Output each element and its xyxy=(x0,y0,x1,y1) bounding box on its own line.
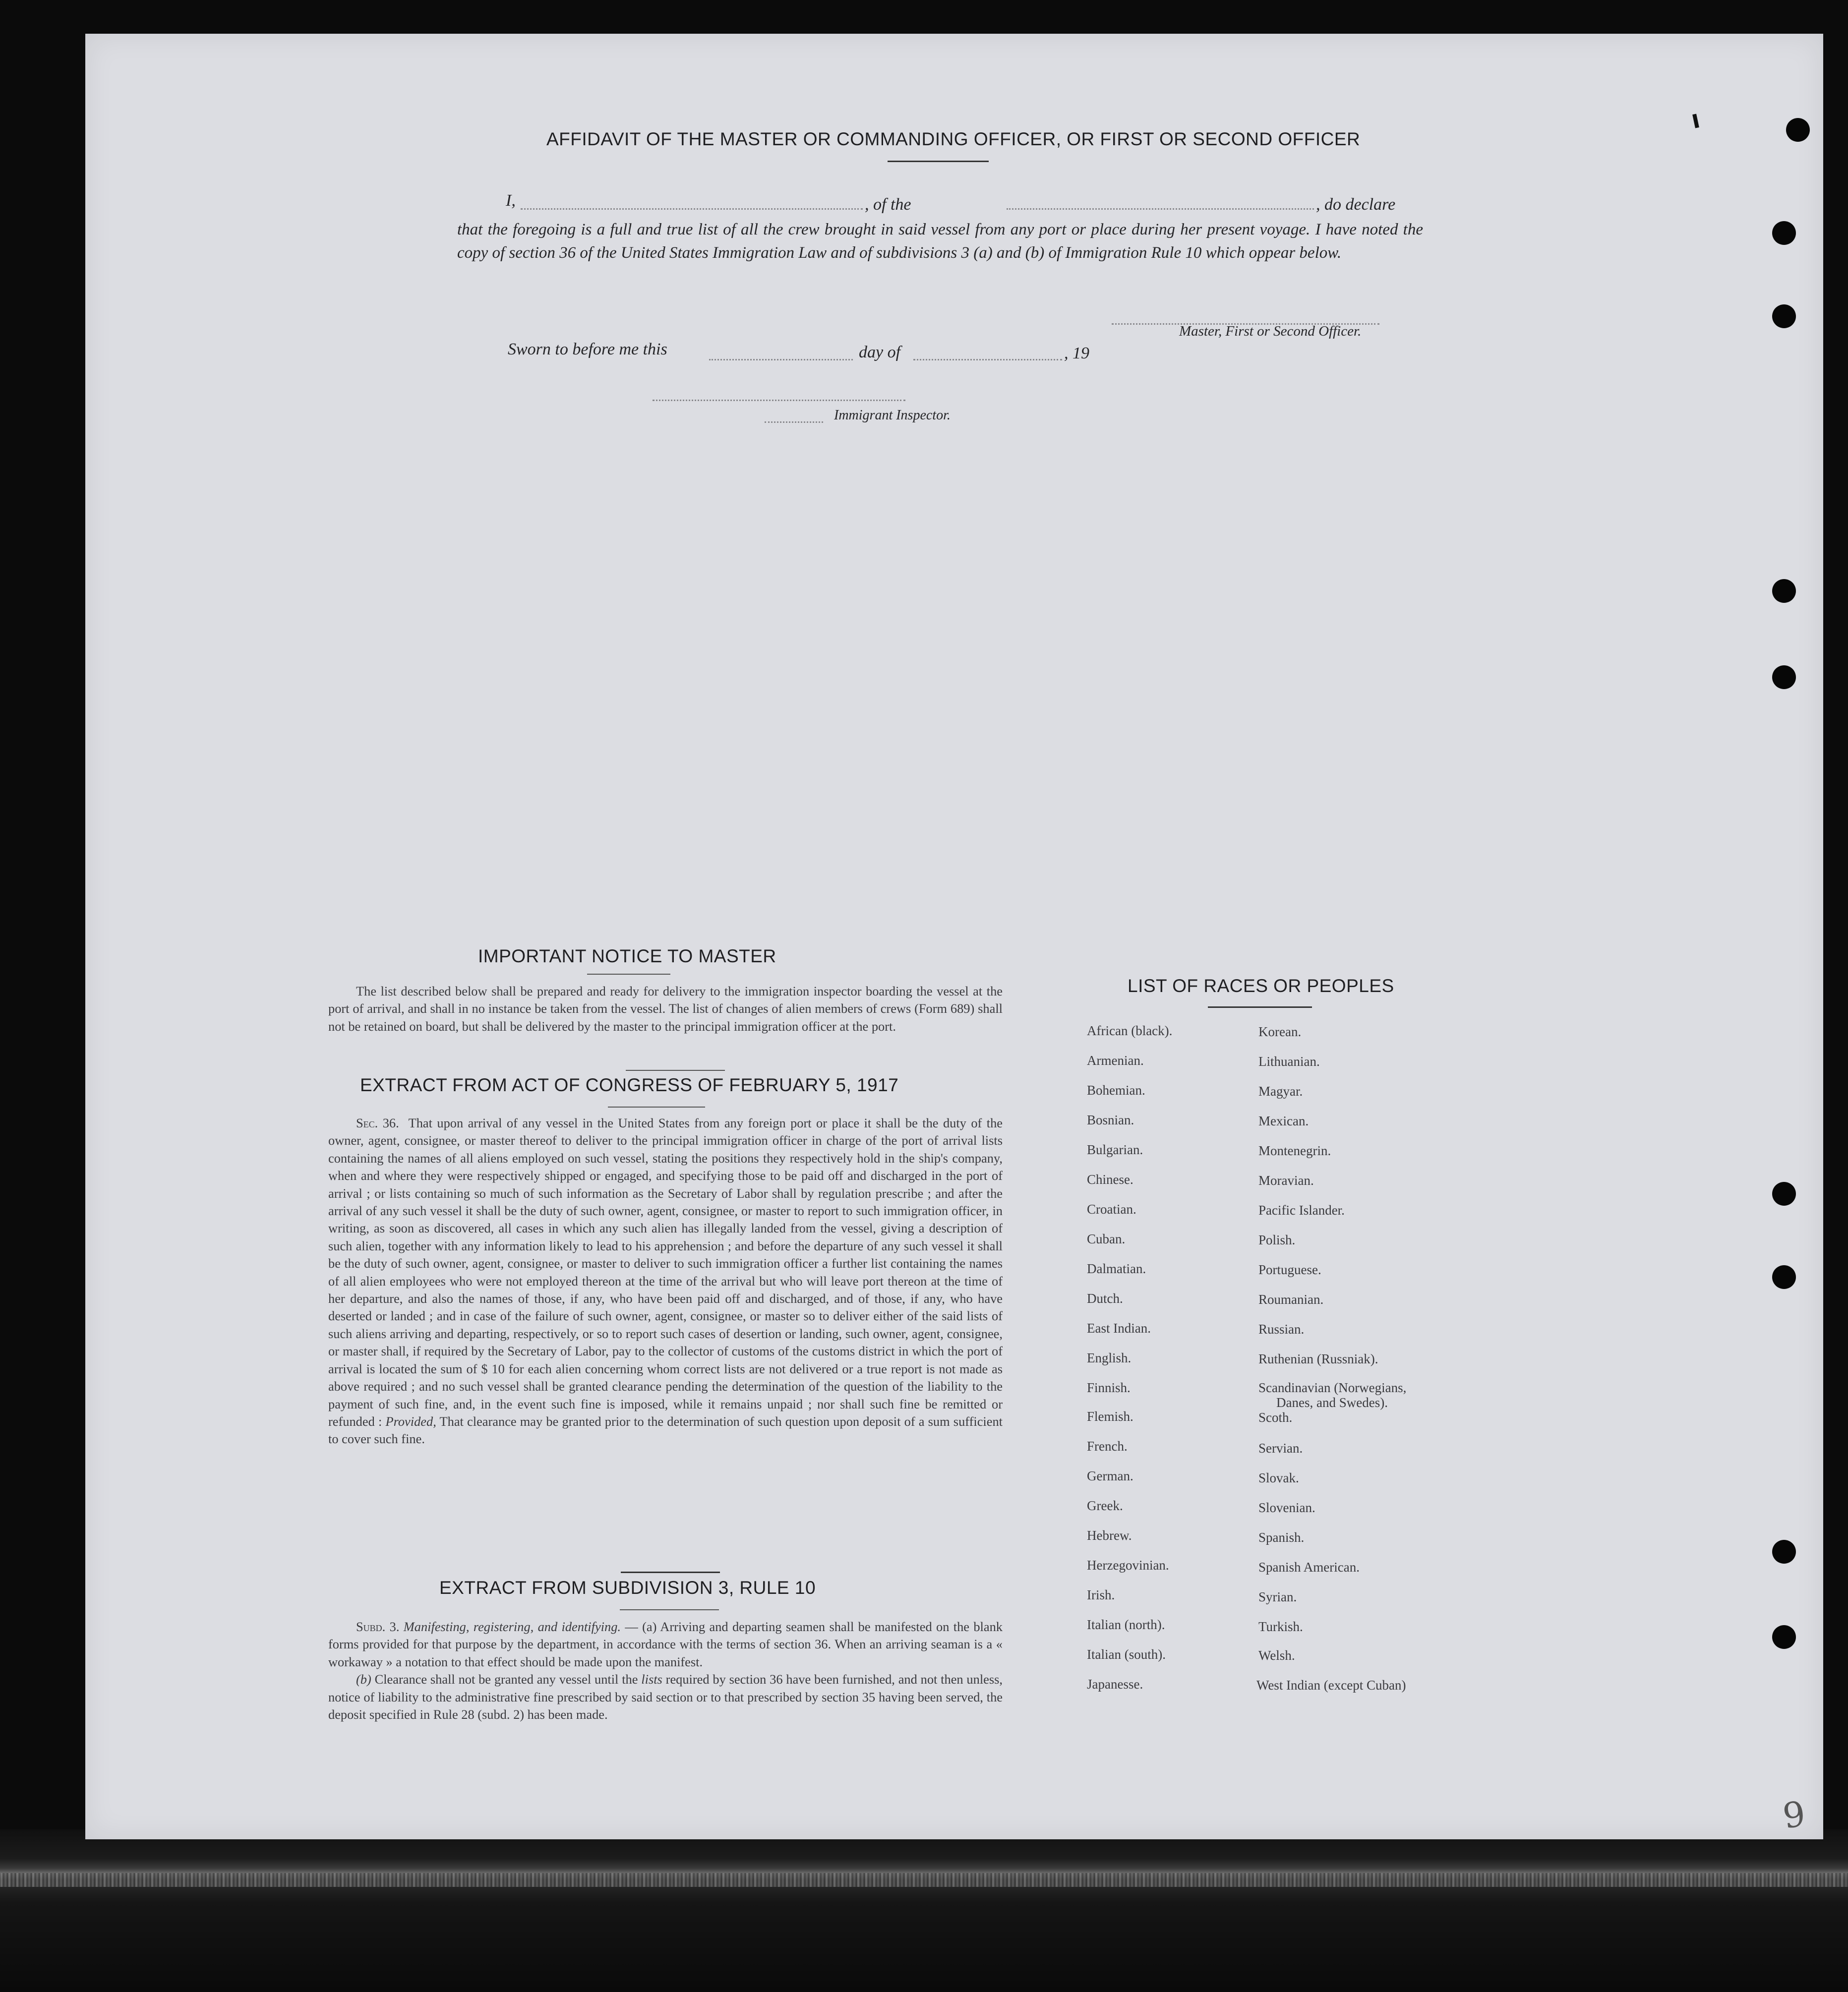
race-item: Chinese. xyxy=(1087,1172,1133,1187)
race-item: Moravian. xyxy=(1258,1173,1314,1188)
race-item: Dutch. xyxy=(1087,1291,1123,1306)
race-item: Scandinavian (Norwegians, xyxy=(1258,1380,1407,1395)
race-item: Cuban. xyxy=(1087,1231,1126,1246)
inspector-label: Immigrant Inspector. xyxy=(834,408,951,423)
race-item: West Indian (except Cuban) xyxy=(1256,1678,1406,1693)
race-item: Ruthenian (Russniak). xyxy=(1258,1351,1378,1366)
para-b-text-end: required by section 36 have been furnished, and not then unless, notice of liability to the administrative fine prescribed by said section or to that prescribed by section 35 having been served, the deposit specified in Rule 28 (subd. 2) has been made. xyxy=(328,1672,1003,1722)
affidavit-body: that the foregoing is a full and true list of all the crew brought in said vessel from any port or place during her present voyage. I have noted the copy of section 36 of the United States Immigration Law and of subdivisions 3 (a) and (b) of Immigration Rule 10 which oppear below. xyxy=(457,221,1423,262)
race-item: Polish. xyxy=(1258,1232,1296,1247)
vessel-name-field[interactable] xyxy=(1007,208,1314,210)
race-item: Russian. xyxy=(1258,1322,1305,1337)
act-extract-end-rule xyxy=(621,1572,720,1573)
race-item: Bohemian. xyxy=(1087,1083,1145,1098)
race-item: Herzegovinian. xyxy=(1087,1558,1169,1573)
scanner-bottom-strip xyxy=(0,1829,1848,1992)
rule-extract-title-rule xyxy=(620,1609,719,1610)
subdivision-label: Subd. 3. xyxy=(356,1619,400,1634)
binder-hole-icon xyxy=(1772,1182,1796,1206)
notice-paragraph: The list described below shall be prepared and ready for delivery to the immigration inspector boarding the vessel at the port of arrival, and shall in no instance be taken from the vessel. The list of changes of alien members of crews (Form 689) shall not be retained on board, but shall be delivered by the master to the principal immigration officer at the port. xyxy=(328,984,1003,1034)
affidavit-title-underline xyxy=(888,161,989,162)
race-item: French. xyxy=(1087,1439,1128,1454)
scanner-edge-texture xyxy=(0,1873,1848,1887)
race-item: Roumanian. xyxy=(1258,1292,1324,1307)
race-item: Finnish. xyxy=(1087,1380,1131,1395)
race-item: German. xyxy=(1087,1468,1133,1483)
race-item: Japanesse. xyxy=(1087,1677,1143,1692)
act-extract-title: EXTRACT FROM ACT OF CONGRESS OF FEBRUARY 5, 1917 xyxy=(360,1075,899,1095)
sworn-day-of-label: day of xyxy=(859,343,901,361)
race-item: Scoth. xyxy=(1258,1410,1293,1425)
races-title: LIST OF RACES OR PEOPLES xyxy=(1128,976,1394,996)
race-item: Bosnian. xyxy=(1087,1113,1134,1127)
races-title-underline xyxy=(1208,1006,1312,1008)
race-item: Magyar. xyxy=(1258,1084,1303,1099)
race-item: Danes, and Swedes). xyxy=(1276,1395,1388,1410)
binder-hole-icon xyxy=(1772,1540,1796,1564)
para-b-lists: lists xyxy=(641,1672,662,1687)
race-item: Armenian. xyxy=(1087,1053,1144,1068)
sworn-year-label: , 19 xyxy=(1064,344,1089,362)
provided-word: Provided, xyxy=(385,1413,436,1429)
race-item: Korean. xyxy=(1258,1024,1302,1039)
race-item: Hebrew. xyxy=(1087,1528,1132,1543)
notice-text xyxy=(328,983,1003,1035)
race-item: Dalmatian. xyxy=(1087,1261,1146,1276)
section-label: Sec. 36. xyxy=(356,1115,399,1130)
race-item: Flemish. xyxy=(1087,1409,1133,1424)
race-item: African (black). xyxy=(1087,1023,1173,1038)
race-item: Servian. xyxy=(1258,1441,1303,1456)
rule-extract-text xyxy=(328,1618,1003,1723)
race-item: Mexican. xyxy=(1258,1113,1309,1128)
para-b-marker: (b) xyxy=(356,1672,371,1687)
race-item: Italian (north). xyxy=(1087,1617,1165,1632)
race-item: Syrian. xyxy=(1258,1589,1297,1604)
race-item: Spanish American. xyxy=(1258,1560,1360,1575)
binder-hole-icon xyxy=(1772,1265,1796,1289)
para-a-marker: — (a) xyxy=(625,1619,657,1634)
race-item: Italian (south). xyxy=(1087,1647,1166,1662)
para-b-text-start: Clearance shall not be granted any vessel until the xyxy=(374,1672,638,1687)
race-item: Welsh. xyxy=(1258,1648,1295,1663)
notice-title-rule xyxy=(587,974,670,975)
inspector-signature-line-2[interactable] xyxy=(765,421,823,423)
race-item: Croatian. xyxy=(1087,1202,1136,1217)
subdivision-heading: Manifesting, registering, and identifying. xyxy=(403,1619,621,1634)
affidavit-of-the-label: , of the xyxy=(865,195,911,214)
sworn-month-field[interactable] xyxy=(913,359,1062,360)
sworn-label: Sworn to before me this xyxy=(508,340,667,358)
race-item: English. xyxy=(1087,1350,1132,1365)
act-extract-title-rule xyxy=(608,1107,705,1108)
binder-hole-icon xyxy=(1772,665,1796,689)
section-36-text-end: That clearance may be granted prior to the determination of such question upon deposit of a sum sufficient to cover such fine. xyxy=(328,1413,1003,1447)
binder-hole-icon xyxy=(1772,221,1796,245)
binder-hole-icon xyxy=(1786,118,1810,142)
notice-title: IMPORTANT NOTICE TO MASTER xyxy=(478,946,776,966)
race-item: Greek. xyxy=(1087,1498,1123,1513)
signature-label: Master, First or Second Officer. xyxy=(1179,323,1362,339)
race-item: Pacific Islander. xyxy=(1258,1203,1345,1218)
edge-tick-mark xyxy=(1692,114,1699,128)
binder-hole-icon xyxy=(1772,1625,1796,1649)
race-item: Irish. xyxy=(1087,1587,1115,1602)
sworn-day-field[interactable] xyxy=(709,359,853,360)
affidavit-declare-label: , do declare xyxy=(1316,195,1396,214)
affidavit-title: AFFIDAVIT OF THE MASTER OR COMMANDING OFFICER, OR FIRST OR SECOND OFFICER xyxy=(546,129,1361,149)
race-item: Turkish. xyxy=(1258,1619,1303,1634)
officer-name-field[interactable] xyxy=(521,208,863,210)
race-item: East Indian. xyxy=(1087,1321,1151,1336)
race-item: Spanish. xyxy=(1258,1530,1305,1545)
notice-end-rule xyxy=(626,1070,725,1071)
affidavit-i-label: I, xyxy=(506,191,516,210)
race-item: Bulgarian. xyxy=(1087,1142,1143,1157)
para-a-text: Arriving and departing seamen shall be manifested on the blank forms provided for that purpose by the department, in accordance with the terms of section 36. When an arriving seaman is a « workaway » a notation to that effect should be made upon the manifest. xyxy=(328,1619,1003,1669)
handwritten-page-mark: 9 xyxy=(1780,1793,1808,1837)
race-item: Portuguese. xyxy=(1258,1262,1321,1277)
inspector-signature-line[interactable] xyxy=(653,400,905,401)
race-item: Lithuanian. xyxy=(1258,1054,1320,1069)
binder-hole-icon xyxy=(1772,304,1796,328)
race-item: Montenegrin. xyxy=(1258,1143,1331,1158)
act-extract-text xyxy=(328,1114,1003,1448)
rule-extract-title: EXTRACT FROM SUBDIVISION 3, RULE 10 xyxy=(439,1578,816,1598)
race-item: Slovenian. xyxy=(1258,1500,1315,1515)
binder-hole-icon xyxy=(1772,579,1796,603)
section-36-text: That upon arrival of any vessel in the United States from any foreign port or place it shall be the duty of the owner, agent, consignee, or master thereof to deliver to the principal immigration officer in charge of the port of arrival lists containing the names of all aliens employed on such vessel, stating the positions they respectively hold in the ship's company, when and where they were respectively shipped or engaged, and specifying those to be paid off and discharged in the port of arrival ; or lists containing so much of such information as the Secretary of Labor shall by regulation prescribe ; and after the arrival of any such vessel it shall be the duty of such owner, agent, consignee, or master to report to such immigration officer, in writing, as soon as discovered, all cases in which any such alien has illegally landed from the vessel, giving a description of such alien, together with any information likely to lead to his apprehension ; and before the departure of any such vessel it shall be the duty of such owner, agent, consignee, or master to deliver to such immigration officer a further list containing the names of all alien employees who were not employed thereon at the time of the arrival but who will leave port thereon at the time of her departure, and also the names of those, if any, who have been paid off and discharged, and of those, if any, who have deserted or landed ; and in case of the failure of such owner, agent, consignee, or master so to deliver either of the said lists of such aliens arriving and departing, respectively, or so to report such cases of desertion or landing, such owner, agent, consignee, or master shall, if required by the Secretary of Labor, pay to the collector of customs of the customs district in which the port of arrival is located the sum of $ 10 for each alien concerning whom correct lists are not delivered or a true report is not made as above required ; and no such vessel shall be granted clearance pending the determination of the question of the liability to the payment of such fine, and, in the event such fine is imposed, while it remains unpaid ; nor shall such fine be remitted or refunded : xyxy=(328,1115,1003,1429)
race-item: Slovak. xyxy=(1258,1470,1299,1485)
document-page xyxy=(85,34,1823,1839)
